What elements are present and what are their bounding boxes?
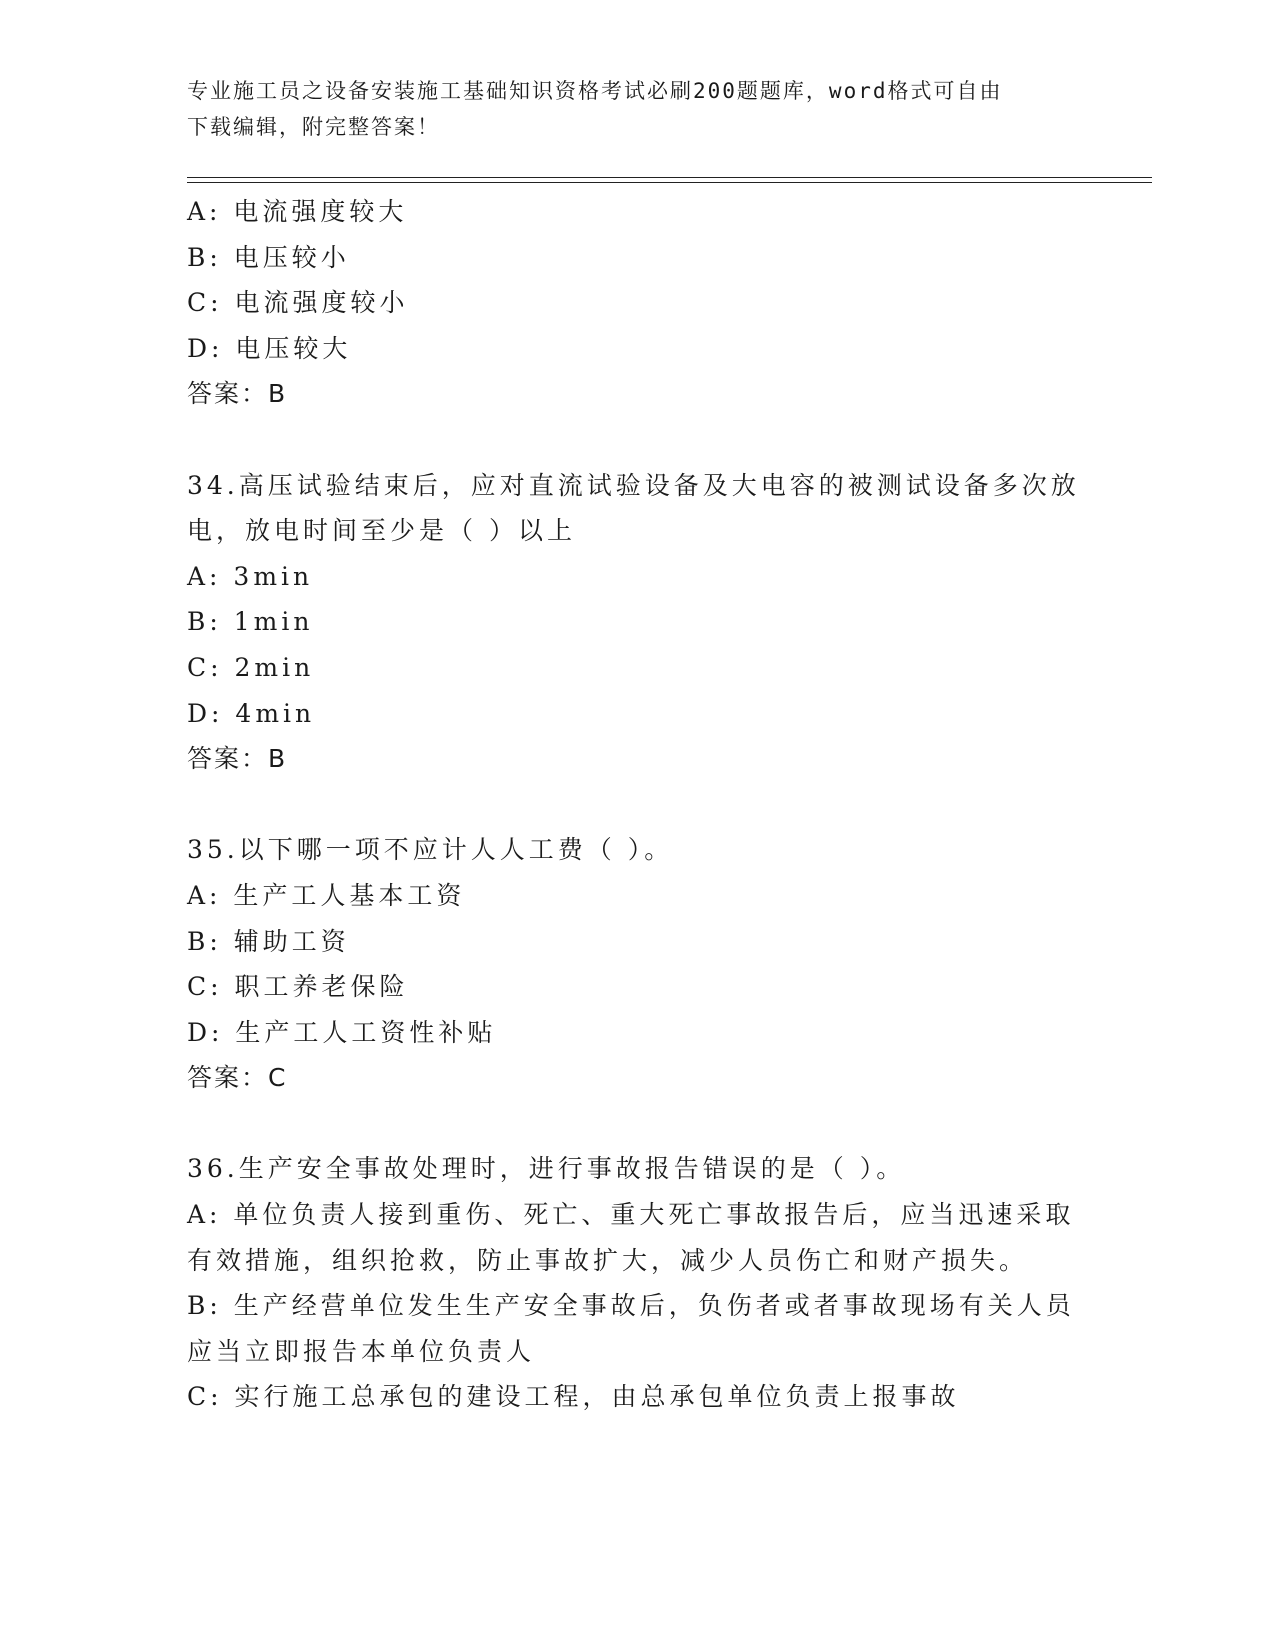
- option-a-cont: 有效措施，组织抢救，防止事故扩大，减少人员伤亡和财产损失。: [187, 1245, 1029, 1275]
- spacer: [187, 417, 1087, 463]
- option-b: B: 1min: [187, 607, 314, 637]
- option-d: D: 生产工人工资性补贴: [187, 1017, 497, 1047]
- question-list: [187, 189, 1087, 1420]
- question-36: [187, 1146, 1087, 1420]
- spacer: [187, 1101, 1087, 1147]
- question-stem: 36.生产安全事故处理时，进行事故报告错误的是（ ）。: [187, 1154, 906, 1184]
- option-b-cont: 应当立即报告本单位负责人: [187, 1336, 536, 1366]
- option-c: C: 实行施工总承包的建设工程，由总承包单位负责上报事故: [187, 1382, 960, 1412]
- question-34: [187, 463, 1087, 782]
- option-a: A: 单位负责人接到重伤、死亡、重大死亡事故报告后，应当迅速采取: [187, 1200, 1075, 1230]
- option-b: B: 电压较小: [187, 242, 350, 272]
- option-c: C: 2min: [187, 652, 315, 682]
- question-stem: 34.高压试验结束后，应对直流试验设备及大电容的被测试设备多次放: [187, 470, 1080, 500]
- document-header: [187, 73, 1067, 145]
- header-line-2: 下载编辑，附完整答案！: [187, 115, 440, 139]
- question-33: [187, 189, 1087, 417]
- answer: 答案：B: [187, 379, 288, 409]
- spacer: [187, 782, 1087, 828]
- option-d: D: 电压较大: [187, 333, 352, 363]
- option-c: C: 电流强度较小: [187, 288, 409, 318]
- header-divider-bottom: [187, 182, 1152, 183]
- answer: 答案：C: [187, 1063, 288, 1093]
- option-b: B: 生产经营单位发生生产安全事故后，负伤者或者事故现场有关人员: [187, 1291, 1075, 1321]
- option-c: C: 职工养老保险: [187, 972, 409, 1002]
- option-b: B: 辅助工资: [187, 926, 350, 956]
- header-divider-top: [187, 177, 1152, 178]
- option-d: D: 4min: [187, 698, 316, 728]
- question-35: [187, 827, 1087, 1101]
- option-a: A: 3min: [187, 561, 314, 591]
- option-a: A: 生产工人基本工资: [187, 880, 466, 910]
- option-a: A: 电流强度较大: [187, 197, 408, 226]
- question-stem-cont: 电，放电时间至少是（ ）以上: [187, 516, 576, 546]
- question-stem: 35.以下哪一项不应计人人工费（ ）。: [187, 835, 674, 865]
- header-line-1: 专业施工员之设备安装施工基础知识资格考试必刷200题题库，word格式可自由: [187, 79, 1003, 103]
- answer: 答案：B: [187, 744, 288, 774]
